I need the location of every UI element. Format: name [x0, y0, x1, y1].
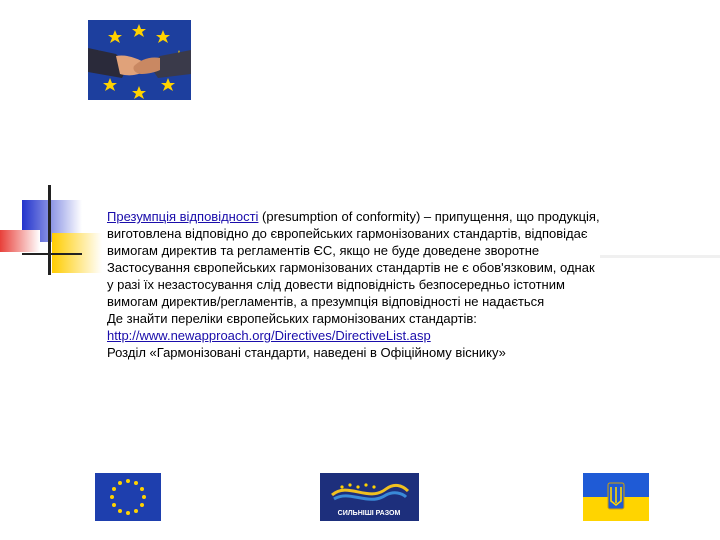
together-logo-text: СИЛЬНІШІ РАЗОМ — [337, 510, 401, 517]
eu-flag-logo — [95, 473, 161, 521]
stronger-together-logo — [320, 473, 419, 521]
paragraph-where: Де знайти переліки європейських гармонізованих стандартів: — [107, 311, 477, 326]
paragraph-presumption — [107, 208, 602, 259]
term-link[interactable]: Презумпція відповідності — [107, 209, 259, 224]
paragraph-application: Застосування європейських гармонізованих стандартів не є обов'язковим, однак у разі їх незастосування слід довести відповідність безпосередньо істотним вимогам директив/регламентів, а презумпція відповідності не надається — [107, 260, 595, 309]
paragraph-text: (presumption of conformity) – припущення, що продукція, виготовлена відповідно до європейських гармонізованих стандартів, відповідає вимогам директив та регламентів ЄС, якщо не буде доведене зворотне — [107, 209, 600, 258]
divider — [600, 255, 720, 258]
trident-icon — [608, 483, 624, 509]
decorative-squares — [0, 185, 110, 285]
handshake-image — [88, 20, 191, 100]
ukraine-flag-logo — [583, 473, 649, 521]
directive-list-link[interactable]: http://www.newapproach.org/Directives/DirectiveList.asp — [107, 328, 431, 343]
paragraph-section: Розділ «Гармонізовані стандарти, наведені в Офіційному віснику» — [107, 345, 506, 360]
content-block — [107, 208, 602, 361]
paragraph-link — [107, 327, 602, 344]
